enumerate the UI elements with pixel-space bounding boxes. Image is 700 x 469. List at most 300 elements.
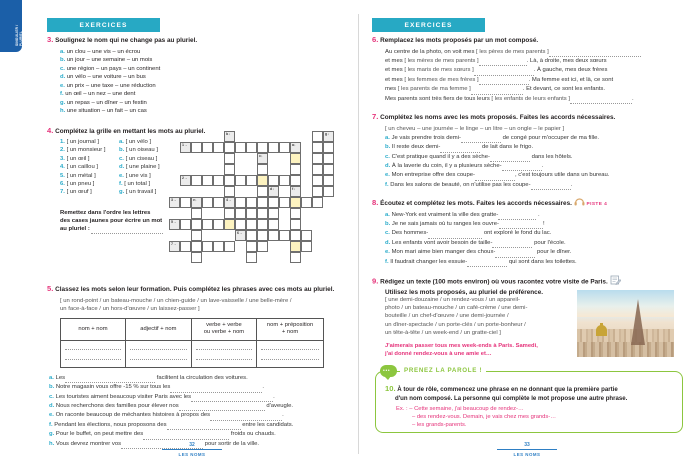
- item-marker: 5.: [60, 172, 65, 179]
- grid-cell[interactable]: [279, 175, 290, 186]
- exercise-5-classification-table[interactable]: [60, 318, 324, 368]
- grid-cell[interactable]: [224, 175, 235, 186]
- grid-cell[interactable]: [180, 197, 191, 208]
- grid-cell[interactable]: [246, 175, 257, 186]
- right-page-column: [372, 0, 688, 469]
- sample-line-1: J'aimerais passer tous mes week-ends à Paris. Samedi,: [385, 343, 538, 349]
- grid-cell[interactable]: [246, 230, 257, 241]
- exercise-10: [385, 384, 677, 430]
- exercise-10-number: 10.: [385, 384, 396, 393]
- word-bank-line: photo / un bateau-mouche / un café-crème / une demi-: [385, 305, 528, 312]
- exercise-5-heading: [47, 285, 352, 295]
- exercise-7-instruction: Complétez les noms avec les mots proposés. Faites les accords nécessaires.: [380, 114, 616, 121]
- exercices-banner-left: EXERCICES: [47, 18, 160, 32]
- grid-cell[interactable]: [191, 230, 202, 241]
- grid-cell[interactable]: [323, 164, 334, 175]
- exercise-4-note-line-3: [60, 225, 175, 233]
- grid-cell[interactable]: [290, 175, 301, 186]
- grid-clue-cell: 2→: [180, 175, 191, 186]
- phrase-after: froids ou chauds.: [230, 431, 276, 438]
- grid-cell[interactable]: [246, 241, 257, 252]
- item-letter: b.: [385, 221, 391, 227]
- grid-cell[interactable]: [224, 164, 235, 175]
- item-letter: c.: [60, 65, 65, 72]
- list-item[interactable]: [385, 162, 688, 171]
- page-number: 33: [497, 442, 557, 450]
- grid-cell[interactable]: [312, 131, 323, 142]
- list-item[interactable]: [119, 188, 175, 196]
- grid-cell[interactable]: [268, 230, 279, 241]
- phrase-blank[interactable]: [179, 404, 265, 411]
- grid-cell[interactable]: [301, 197, 312, 208]
- list-item[interactable]: [385, 153, 688, 162]
- list-item[interactable]: [60, 48, 352, 57]
- item-blank[interactable]: [502, 164, 542, 171]
- grid-cell[interactable]: [323, 153, 334, 164]
- grid-cell[interactable]: [279, 230, 290, 241]
- list-item[interactable]: [60, 56, 352, 65]
- list-item[interactable]: [385, 239, 688, 248]
- word-bank-line: un face-à-face / un hors-d'œuvre / un laissez-passer ]: [60, 305, 200, 312]
- grid-cell[interactable]: [224, 142, 235, 153]
- grid-cell[interactable]: [290, 252, 301, 263]
- line-pre: Mes parents sont très fiers de tous leurs: [385, 95, 490, 102]
- line-bracket: [ les mères de mes parents ]: [404, 58, 479, 64]
- item-text: [ un œil ]: [66, 155, 90, 162]
- list-item[interactable]: [60, 90, 352, 99]
- grid-cell[interactable]: [235, 175, 246, 186]
- grid-cell[interactable]: [180, 241, 191, 252]
- answer-cell[interactable]: [125, 340, 191, 367]
- exercise-6-body: [385, 48, 688, 104]
- grid-cell[interactable]: [202, 219, 213, 230]
- chapter-side-tab-label: SINGULIER / PLURIEL: [15, 24, 24, 46]
- grid-cell[interactable]: [268, 175, 279, 186]
- line-blank[interactable]: [549, 50, 641, 57]
- phrase-blank[interactable]: [65, 376, 155, 383]
- list-item[interactable]: [60, 138, 116, 146]
- exercise-9-heading: [372, 275, 688, 289]
- grid-cell[interactable]: [312, 186, 323, 197]
- answer-cell[interactable]: [257, 340, 324, 367]
- list-item[interactable]: [60, 65, 352, 74]
- grid-cell-highlighted[interactable]: [257, 175, 268, 186]
- grid-cell[interactable]: [268, 142, 279, 153]
- item-before: C'est pratique quand il y a des sèche-: [391, 153, 490, 160]
- list-item[interactable]: [385, 211, 688, 220]
- list-item[interactable]: [385, 134, 688, 143]
- item-letter: f.: [385, 181, 389, 188]
- item-blank[interactable]: [467, 260, 507, 267]
- paragraph-line[interactable]: [385, 95, 688, 104]
- grid-cell-highlighted[interactable]: [290, 241, 301, 252]
- column-header-nom-preposition: nom + préposition + nom: [257, 319, 324, 341]
- grid-cell[interactable]: [191, 208, 202, 219]
- item-letter: d.: [49, 403, 55, 410]
- answer-cell[interactable]: [191, 340, 256, 367]
- exercise-9-instruction-line-1: Rédigez un texte (100 mots environ) où vous racontez votre visite de Paris.: [380, 278, 608, 286]
- example-first-line: [396, 405, 677, 413]
- list-item[interactable]: [119, 180, 175, 188]
- grid-cell[interactable]: [191, 241, 202, 252]
- grid-clue-cell: d↓: [268, 186, 279, 197]
- line-post: .: [632, 95, 634, 102]
- item-blank[interactable]: [499, 222, 543, 229]
- headphones-icon: [574, 197, 585, 210]
- grid-cell[interactable]: [224, 186, 235, 197]
- grid-cell[interactable]: [246, 208, 257, 219]
- phrase-before: Nous recherchons des familles pour élever nos: [55, 403, 179, 410]
- grid-cell[interactable]: [224, 208, 235, 219]
- item-blank[interactable]: [461, 136, 501, 143]
- column-header-nom-nom: nom + nom: [61, 319, 126, 341]
- crossword-grid[interactable]: [171, 131, 352, 283]
- item-text: [ un vélo ]: [125, 139, 152, 145]
- item-letter: d.: [385, 239, 391, 246]
- item-text: un prix – une taxe – une réduction: [66, 82, 156, 89]
- item-before: New-York est vraiment la ville des gratte-: [391, 211, 499, 218]
- grid-cell[interactable]: [323, 142, 334, 153]
- list-item[interactable]: [385, 220, 688, 229]
- grid-cell[interactable]: [235, 142, 246, 153]
- item-after: .: [541, 163, 544, 170]
- item-text: [ un oiseau ]: [125, 147, 158, 154]
- grid-cell[interactable]: [202, 241, 213, 252]
- grid-cell[interactable]: [268, 208, 279, 219]
- list-item[interactable]: [385, 143, 688, 152]
- grid-cell[interactable]: [213, 219, 224, 230]
- grid-cell[interactable]: [246, 219, 257, 230]
- item-marker: a.: [119, 139, 124, 145]
- grid-cell[interactable]: [290, 208, 301, 219]
- exercise-5-word-bank: [60, 297, 352, 313]
- item-text: un jour – une semaine – un mois: [66, 57, 153, 64]
- item-before: Dans les salons de beauté, on n'utilise pas les coupe-: [390, 181, 531, 188]
- grid-cell[interactable]: [312, 164, 323, 175]
- item-text: un repas – un dîner – un festin: [66, 99, 147, 106]
- grid-cell[interactable]: [257, 142, 268, 153]
- list-item[interactable]: [60, 172, 116, 180]
- list-item[interactable]: [49, 383, 352, 392]
- grid-cell[interactable]: [224, 241, 235, 252]
- grid-cell[interactable]: [191, 219, 202, 230]
- grid-cell[interactable]: [257, 186, 268, 197]
- grid-cell[interactable]: [312, 142, 323, 153]
- photo-foreground: [577, 342, 674, 357]
- item-letter: g.: [60, 99, 66, 106]
- item-marker: d.: [119, 164, 125, 171]
- phrase-blank[interactable]: [167, 423, 241, 430]
- grid-cell[interactable]: [202, 142, 213, 153]
- phrase-blank[interactable]: [210, 414, 282, 421]
- item-letter: d.: [60, 74, 66, 81]
- line-blank[interactable]: [479, 78, 529, 85]
- exercise-7: [372, 113, 688, 190]
- grid-cell[interactable]: [213, 175, 224, 186]
- grid-cell[interactable]: [323, 175, 334, 186]
- grid-cell[interactable]: [202, 197, 213, 208]
- item-letter: c.: [49, 393, 54, 400]
- exercices-banner-right: EXERCICES: [372, 18, 485, 32]
- exercise-7-number: 7.: [372, 112, 379, 121]
- grid-cell[interactable]: [279, 197, 290, 208]
- table-answer-row[interactable]: [61, 340, 324, 367]
- list-item[interactable]: [385, 248, 688, 257]
- item-letter: c.: [385, 230, 390, 237]
- item-marker: 6.: [60, 181, 65, 188]
- paragraph-line[interactable]: [385, 66, 688, 75]
- item-after: , c'est toujours utile dans un bureau.: [514, 172, 610, 179]
- grid-cell[interactable]: [268, 197, 279, 208]
- grid-cell[interactable]: [202, 175, 213, 186]
- example-line: – des rendez-vous. Demain, je vais chez mes grands-…: [412, 414, 557, 421]
- grid-cell[interactable]: [257, 241, 268, 252]
- item-marker: 1.: [60, 139, 65, 145]
- item-letter: a.: [60, 48, 65, 55]
- exercise-10-example: [396, 405, 677, 430]
- grid-clue-cell: 5→: [169, 219, 180, 230]
- grid-cell[interactable]: [312, 175, 323, 186]
- exercise-4-note-line-1: Remettez dans l'ordre les lettres: [60, 210, 151, 216]
- grid-cell[interactable]: [290, 219, 301, 230]
- line-bracket: [ les pères de mes parents ]: [476, 48, 549, 55]
- item-text: [ une vis ]: [125, 172, 151, 179]
- line-bracket: [ les maris de mes sœurs ]: [404, 67, 474, 74]
- line-blank[interactable]: [570, 97, 632, 104]
- item-blank[interactable]: [428, 232, 482, 239]
- list-item[interactable]: [385, 258, 688, 267]
- column-header-verbe: verbe + verbe ou verbe + nom: [191, 319, 256, 341]
- exercise-3-instruction: Soulignez le nom qui ne change pas au pluriel.: [55, 37, 198, 44]
- list-item[interactable]: [60, 146, 116, 154]
- list-item[interactable]: [119, 138, 175, 146]
- exercise-9-word-bank: [385, 296, 565, 337]
- list-item[interactable]: [49, 430, 352, 439]
- item-text: [ un monsieur ]: [66, 147, 106, 154]
- chapter-side-tab: [0, 0, 22, 52]
- exercise-10-heading: [385, 384, 677, 394]
- grid-cell[interactable]: [191, 175, 202, 186]
- item-blank[interactable]: [495, 251, 535, 258]
- grid-cell[interactable]: [246, 252, 257, 263]
- item-blank[interactable]: [492, 241, 532, 248]
- line-pre: et mes: [385, 76, 403, 83]
- prenez-la-parole-title: PRENEZ LA PAROLE !: [400, 367, 486, 374]
- list-item[interactable]: [119, 172, 175, 180]
- grid-cell[interactable]: [312, 153, 323, 164]
- item-text: [ une plaine ]: [125, 164, 160, 171]
- grid-cell[interactable]: [213, 142, 224, 153]
- item-marker: 2.: [60, 147, 65, 154]
- left-page-column: [47, 0, 352, 469]
- item-text: une région – un pays – un continent: [66, 65, 161, 72]
- grid-cell-highlighted[interactable]: [290, 197, 301, 208]
- item-after: pour le dîner.: [537, 249, 572, 256]
- list-item[interactable]: [119, 155, 175, 163]
- line-bracket: [ les parents de ma femme ]: [397, 86, 471, 93]
- list-item[interactable]: [49, 374, 352, 383]
- exercise-6-number: 6.: [372, 35, 379, 44]
- item-after: !: [542, 221, 545, 227]
- grid-cell[interactable]: [246, 197, 257, 208]
- phrase-blank[interactable]: [170, 384, 265, 393]
- line-pre: mes: [385, 86, 397, 93]
- line-post: . Là, à droite, mes deux sœurs: [526, 58, 607, 64]
- sample-line-2: j'ai donné rendez-vous à une amie et…: [385, 351, 492, 358]
- list-item[interactable]: [49, 411, 352, 420]
- list-item[interactable]: [385, 171, 688, 180]
- line-pre: Au centre de la photo, on voit mes: [385, 48, 475, 55]
- item-before: Je ne sais jamais où tu ranges les ouvre-: [391, 221, 499, 227]
- grid-cell[interactable]: [257, 164, 268, 175]
- item-blank[interactable]: [531, 183, 571, 190]
- grid-cell[interactable]: [180, 219, 191, 230]
- phrase-after: facilitent la circulation des voitures.: [156, 374, 248, 381]
- grid-cell[interactable]: [235, 208, 246, 219]
- phrase-before: On raconte beaucoup de méchantes histoires à propos des: [55, 412, 211, 419]
- footer-section-label: LES NOMS: [513, 451, 541, 457]
- line-post: . Ma femme est ici, et là, ce sont: [528, 76, 614, 83]
- exercise-4-word-column-1: [60, 138, 116, 197]
- list-item[interactable]: [49, 393, 352, 402]
- list-item[interactable]: [60, 163, 116, 171]
- bubble-dots: •••: [383, 368, 391, 375]
- exercise-5-phrase-list: [49, 374, 352, 449]
- grid-cell[interactable]: [235, 219, 246, 230]
- eiffel-tower-shape: [631, 299, 645, 345]
- page-gutter-divider: [358, 14, 359, 454]
- item-marker: 4.: [60, 164, 65, 171]
- exercise-4-note: [60, 209, 175, 234]
- grid-cell[interactable]: [268, 219, 279, 230]
- paragraph-line[interactable]: [385, 76, 688, 85]
- line-pre: et mes: [385, 67, 403, 74]
- grid-cell[interactable]: [191, 142, 202, 153]
- exercise-9-instruction-line-2: Utilisez les mots proposés, au pluriel de préférence.: [385, 288, 544, 296]
- word-bank-line: un tête-à-tête / un week-end / un gratte-ciel ]: [385, 329, 501, 336]
- grid-cell[interactable]: [257, 230, 268, 241]
- exercise-4-answer-blank[interactable]: [91, 227, 163, 234]
- exercise-3-item-list: [47, 48, 352, 116]
- word-bank-line: un dîner-spectacle / un porte-clés / un porte-bonheur /: [385, 321, 526, 328]
- grid-cell[interactable]: [312, 197, 323, 208]
- word-bank-line: [ un rond-point / un bateau-mouche / un chien-guide / un lave-vaisselle / une belle-mère /: [60, 297, 292, 304]
- list-item[interactable]: [385, 181, 688, 190]
- item-blank[interactable]: [475, 174, 515, 181]
- item-before: Mon mari aime bien manger des choux-: [391, 249, 496, 256]
- exercise-9-number: 9.: [372, 276, 379, 286]
- item-after: pour l'école.: [534, 239, 566, 246]
- list-item[interactable]: [119, 146, 175, 154]
- grid-cell[interactable]: [279, 142, 290, 153]
- list-item[interactable]: [385, 229, 688, 238]
- paragraph-line[interactable]: [385, 57, 688, 66]
- grid-cell[interactable]: [257, 197, 268, 208]
- list-item[interactable]: [49, 402, 352, 411]
- phrase-before: Les: [55, 374, 66, 381]
- item-marker: 3.: [60, 155, 65, 162]
- line-blank[interactable]: [471, 88, 523, 95]
- item-after: de congé pour m'occuper de ma fille.: [502, 134, 600, 141]
- grid-cell[interactable]: [323, 186, 334, 197]
- item-text: un œil – un nez – une dent: [65, 91, 136, 98]
- item-letter: a.: [385, 134, 390, 141]
- item-text: [ un œuf ]: [66, 189, 92, 196]
- list-item[interactable]: [60, 180, 116, 188]
- phrase-after: .: [273, 393, 275, 400]
- list-item[interactable]: [60, 73, 352, 82]
- item-text: un vélo – une voiture – un bus: [66, 74, 146, 81]
- exercise-7-word-bank: [ un cheveu – une journée – le linge – un litre – un ongle – le papier ]: [385, 125, 565, 132]
- answer-cell[interactable]: [61, 340, 126, 367]
- list-item[interactable]: [60, 99, 352, 108]
- paragraph-line[interactable]: [385, 48, 688, 57]
- line-blank[interactable]: [479, 59, 527, 66]
- grid-cell[interactable]: [246, 142, 257, 153]
- exercise-4: [47, 126, 352, 247]
- list-item[interactable]: [60, 155, 116, 163]
- grid-cell[interactable]: [257, 219, 268, 230]
- exercise-8-instruction: Écoutez et complétez les mots. Faites les accords nécessaires.: [380, 199, 572, 207]
- item-letter: g.: [49, 431, 55, 438]
- list-item[interactable]: [60, 82, 352, 91]
- list-item[interactable]: [49, 421, 352, 430]
- line-blank[interactable]: [474, 69, 534, 76]
- grid-cell[interactable]: [301, 241, 312, 252]
- grid-cell-highlighted[interactable]: [224, 219, 235, 230]
- exercise-9-sample-answer: [385, 342, 570, 358]
- item-letter: b.: [60, 57, 66, 64]
- list-item[interactable]: [60, 188, 116, 196]
- list-item[interactable]: [60, 107, 352, 116]
- grid-cell-highlighted[interactable]: [290, 153, 301, 164]
- item-blank[interactable]: [498, 213, 536, 220]
- grid-cell[interactable]: [235, 197, 246, 208]
- grid-cell[interactable]: [290, 164, 301, 175]
- grid-cell[interactable]: [224, 153, 235, 164]
- line-bracket: [ les femmes de mes frères ]: [404, 76, 479, 83]
- grid-cell[interactable]: [213, 241, 224, 252]
- grid-cell[interactable]: [191, 252, 202, 263]
- item-marker: b.: [119, 147, 125, 154]
- phrase-before: Vous devrez montrer vos: [55, 440, 122, 447]
- item-letter: b.: [49, 384, 55, 391]
- phrase-after: pour sortir de la ville.: [204, 440, 260, 447]
- item-letter: d.: [385, 163, 391, 170]
- item-before: Mon entreprise offre des coupe-: [391, 172, 475, 179]
- page-number: 32: [162, 442, 222, 450]
- phrase-blank[interactable]: [191, 395, 273, 402]
- item-text: une situation – un fait – un cas: [66, 108, 147, 115]
- exercise-3-number: 3.: [47, 35, 54, 44]
- grid-cell[interactable]: [290, 230, 301, 241]
- grid-clue-cell: b↓: [224, 131, 235, 142]
- item-blank[interactable]: [490, 155, 530, 162]
- grid-cell[interactable]: [301, 230, 312, 241]
- item-blank[interactable]: [440, 146, 480, 153]
- item-letter: b.: [385, 144, 391, 151]
- phrase-blank[interactable]: [143, 433, 229, 440]
- item-letter: e.: [385, 172, 390, 179]
- list-item[interactable]: [119, 163, 175, 171]
- left-page-footer: [162, 442, 222, 457]
- column-header-adjectif-nom: adjectif + nom: [125, 319, 191, 341]
- paragraph-line[interactable]: [385, 85, 688, 94]
- footer-section-label: LES NOMS: [178, 451, 206, 457]
- grid-cell[interactable]: [213, 197, 224, 208]
- grid-cell[interactable]: [257, 208, 268, 219]
- phrase-after: d'aveugle.: [266, 403, 293, 410]
